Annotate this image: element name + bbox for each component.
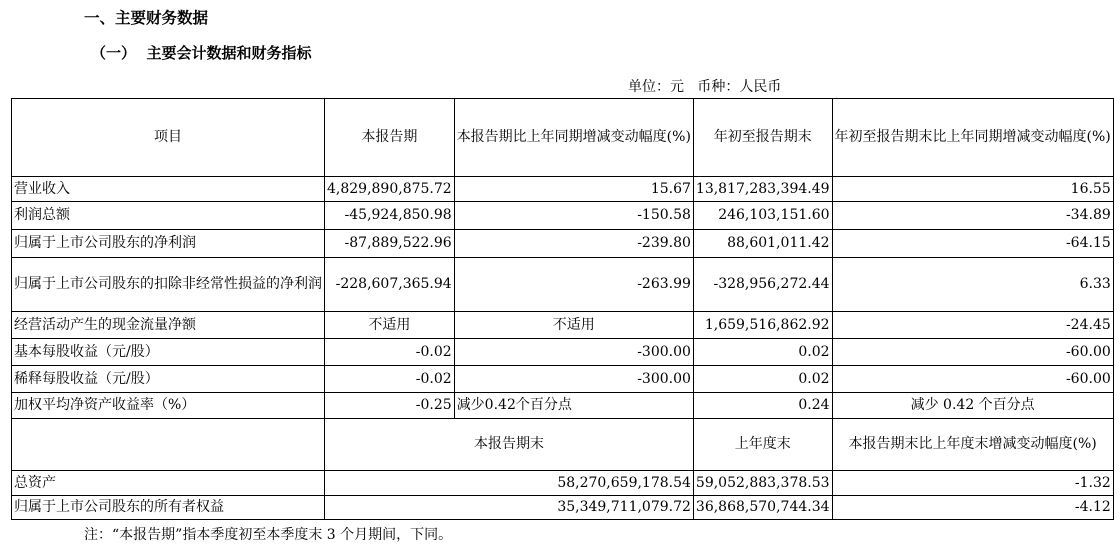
balance-header-last-year-end: 上年度末 [693, 419, 832, 471]
row-item: 归属于上市公司股东的净利润 [12, 230, 325, 258]
row-current-change: -150.58 [454, 202, 693, 230]
row-change: -4.12 [832, 496, 1113, 520]
table-row [12, 177, 1114, 202]
row-last-year-end: 59,052,883,378.53 [693, 471, 832, 496]
row-item: 稀释每股收益（元/股） [12, 366, 325, 393]
row-ytd-change: -60.00 [832, 366, 1113, 393]
row-current-change: -300.00 [454, 339, 693, 366]
row-current: -228,607,365.94 [325, 258, 455, 312]
table-row [12, 258, 1114, 312]
row-ytd: 0.24 [693, 393, 832, 419]
row-ytd-change: 减少 0.42 个百分点 [832, 393, 1113, 419]
row-current: -0.02 [325, 366, 455, 393]
row-current: 不适用 [325, 312, 455, 339]
row-ytd-change: -64.15 [832, 230, 1113, 258]
row-current: -0.02 [325, 339, 455, 366]
row-item: 归属于上市公司股东的所有者权益 [12, 496, 325, 520]
row-current: -45,924,850.98 [325, 202, 455, 230]
table-row [12, 393, 1114, 419]
subsection-title: （一） 主要会计数据和财务指标 [91, 44, 312, 62]
row-current-end: 35,349,711,079.72 [325, 496, 694, 520]
row-current-change: -239.80 [454, 230, 693, 258]
row-item: 总资产 [12, 471, 325, 496]
row-ytd: 0.02 [693, 366, 832, 393]
balance-header-current-end: 本报告期末 [325, 419, 694, 471]
row-current: -0.25 [325, 393, 455, 419]
table-header-row [12, 99, 1114, 177]
row-ytd: 1,659,516,862.92 [693, 312, 832, 339]
header-item: 项目 [12, 99, 325, 177]
header-current: 本报告期 [325, 99, 455, 177]
row-current: 4,829,890,875.72 [325, 177, 455, 202]
table-row [12, 471, 1114, 496]
row-ytd-change: -24.45 [832, 312, 1113, 339]
table-row [12, 339, 1114, 366]
header-ytd: 年初至报告期末 [693, 99, 832, 177]
row-ytd: -328,956,272.44 [693, 258, 832, 312]
row-item: 营业收入 [12, 177, 325, 202]
financial-table [11, 98, 1114, 520]
row-current-change: -300.00 [454, 366, 693, 393]
row-current: -87,889,522.96 [325, 230, 455, 258]
row-ytd-change: 6.33 [832, 258, 1113, 312]
balance-header-row [12, 419, 1114, 471]
row-current-change: 减少0.42个百分点 [454, 393, 693, 419]
table-row [12, 496, 1114, 520]
row-item: 加权平均净资产收益率（%） [12, 393, 325, 419]
balance-header-blank [12, 419, 325, 471]
header-ytd-change: 年初至报告期末比上年同期增减变动幅度(%) [832, 99, 1113, 177]
row-ytd: 13,817,283,394.49 [693, 177, 832, 202]
table-row [12, 230, 1114, 258]
row-item: 经营活动产生的现金流量净额 [12, 312, 325, 339]
row-last-year-end: 36,868,570,744.34 [693, 496, 832, 520]
table-row [12, 202, 1114, 230]
row-current-end: 58,270,659,178.54 [325, 471, 694, 496]
row-ytd: 88,601,011.42 [693, 230, 832, 258]
row-ytd: 0.02 [693, 339, 832, 366]
header-current-change: 本报告期比上年同期增减变动幅度(%) [454, 99, 693, 177]
row-ytd-change: -34.89 [832, 202, 1113, 230]
row-current-change: -263.99 [454, 258, 693, 312]
row-ytd-change: -60.00 [832, 339, 1113, 366]
row-current-change: 不适用 [454, 312, 693, 339]
table-row [12, 366, 1114, 393]
balance-header-change: 本报告期末比上年度末增减变动幅度(%) [832, 419, 1113, 471]
unit-line: 单位：元 币种：人民币 [628, 79, 782, 95]
row-item: 基本每股收益（元/股） [12, 339, 325, 366]
table-row [12, 312, 1114, 339]
row-change: -1.32 [832, 471, 1113, 496]
row-ytd-change: 16.55 [832, 177, 1113, 202]
footnote: 注：“本报告期”指本季度初至本季度末 3 个月期间，下同。 [84, 527, 453, 543]
row-current-change: 15.67 [454, 177, 693, 202]
row-item: 归属于上市公司股东的扣除非经常性损益的净利润 [12, 258, 325, 312]
row-item: 利润总额 [12, 202, 325, 230]
section-title: 一、主要财务数据 [84, 9, 209, 27]
row-ytd: 246,103,151.60 [693, 202, 832, 230]
